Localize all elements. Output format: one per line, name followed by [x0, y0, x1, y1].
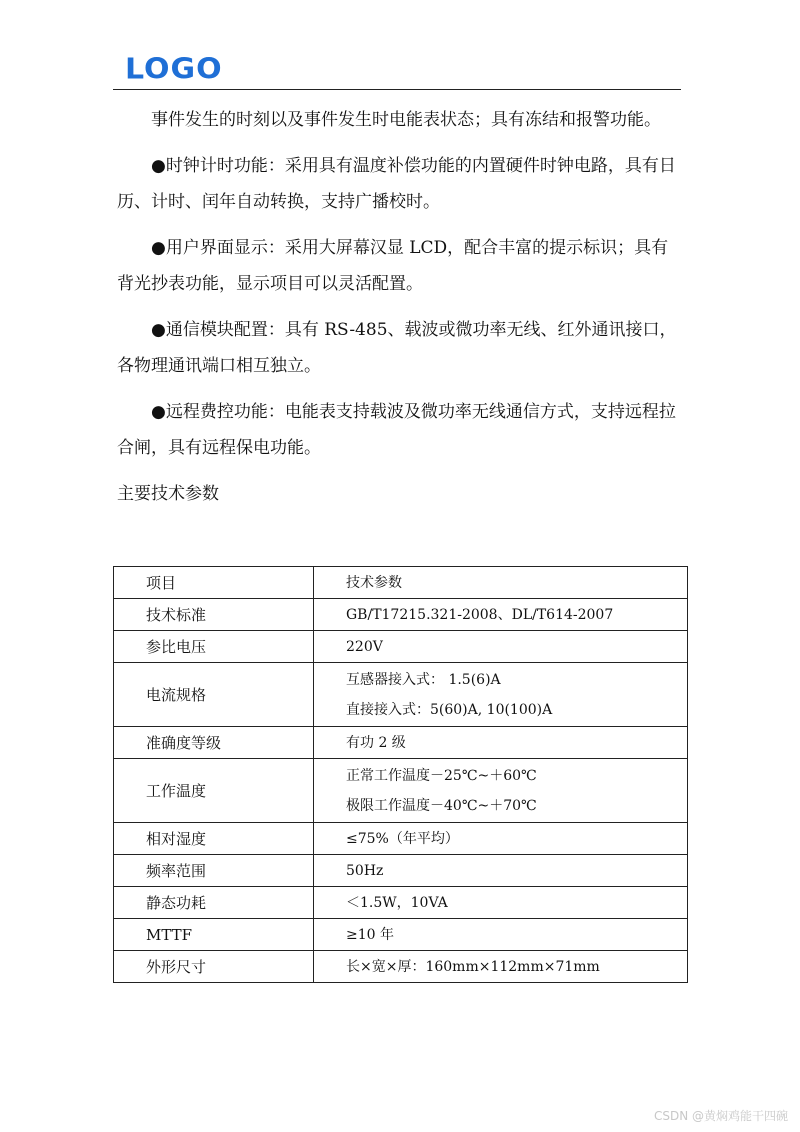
- value-line: 50Hz: [346, 862, 384, 879]
- paragraph-communication: [117, 312, 683, 384]
- table-key: MTTF: [114, 919, 314, 951]
- paragraph-intro: [117, 102, 683, 138]
- value-line: 极限工作温度－40℃~＋70℃: [346, 797, 537, 814]
- value-line: 技术参数: [346, 574, 402, 591]
- bullet-icon: ●: [151, 320, 166, 340]
- table-value: [314, 951, 688, 983]
- header-divider: [113, 89, 681, 90]
- table-row: [114, 823, 688, 855]
- table-row: [114, 759, 688, 823]
- value-line: ＜1.5W，10VA: [346, 894, 448, 911]
- table-value: [314, 759, 688, 823]
- table-key: 技术标准: [114, 599, 314, 631]
- paragraph-remote-control: [117, 394, 683, 466]
- table-row: [114, 727, 688, 759]
- document-body: [117, 102, 683, 512]
- value-line: ≥10 年: [346, 926, 394, 943]
- table-value: [314, 855, 688, 887]
- logo: [125, 54, 223, 86]
- table-value: [314, 599, 688, 631]
- table-value: [314, 727, 688, 759]
- table-key: 相对湿度: [114, 823, 314, 855]
- paragraph-text: 远程费控功能：电能表支持载波及微功率无线通信方式，支持远程拉合闸，具有远程保电功能。: [117, 402, 676, 458]
- paragraph-text: 事件发生的时刻以及事件发生时电能表状态；具有冻结和报警功能。: [151, 110, 661, 130]
- value-line: 正常工作温度－25℃~＋60℃: [346, 767, 537, 784]
- bullet-icon: ●: [151, 238, 166, 258]
- paragraph-clock: [117, 148, 683, 220]
- table-key: 频率范围: [114, 855, 314, 887]
- table-row: [114, 663, 688, 727]
- paragraph-text: 时钟计时功能：采用具有温度补偿功能的内置硬件时钟电路，具有日历、计时、闰年自动转换，支持广播校时。: [117, 156, 676, 212]
- value-line: 互感器接入式： 1.5(6)A: [346, 671, 501, 688]
- bullet-icon: ●: [151, 402, 166, 422]
- logo-text: LOGO: [125, 52, 223, 87]
- table-row: [114, 599, 688, 631]
- value-line: 长×宽×厚：160mm×112mm×71mm: [346, 958, 600, 975]
- section-title: 主要技术参数: [117, 484, 219, 504]
- spec-table: [113, 566, 688, 983]
- watermark: CSDN @黄焖鸡能干四碗: [653, 1109, 788, 1123]
- table-row: [114, 855, 688, 887]
- table-key: 准确度等级: [114, 727, 314, 759]
- table-value: [314, 663, 688, 727]
- table-value: [314, 919, 688, 951]
- table-key: 静态功耗: [114, 887, 314, 919]
- value-line: ≤75%（年平均）: [346, 830, 459, 847]
- table-row: [114, 919, 688, 951]
- value-line: 有功 2 级: [346, 734, 406, 751]
- table-value: [314, 887, 688, 919]
- value-line: 220V: [346, 638, 383, 655]
- table-row: [114, 567, 688, 599]
- table-value: [314, 567, 688, 599]
- table-row: [114, 631, 688, 663]
- value-line: 直接接入式：5(60)A, 10(100)A: [346, 701, 553, 718]
- table-row: [114, 887, 688, 919]
- bullet-icon: ●: [151, 156, 166, 176]
- table-key: 外形尺寸: [114, 951, 314, 983]
- table-row: [114, 951, 688, 983]
- value-line: GB/T17215.321-2008、DL/T614-2007: [346, 606, 614, 623]
- table-value: [314, 823, 688, 855]
- paragraph-text: 用户界面显示：采用大屏幕汉显 LCD，配合丰富的提示标识；具有背光抄表功能，显示项目可以灵活配置。: [117, 238, 669, 294]
- table-key: 电流规格: [114, 663, 314, 727]
- table-value: [314, 631, 688, 663]
- table-key: 项目: [114, 567, 314, 599]
- paragraph-display: [117, 230, 683, 302]
- paragraph-text: 通信模块配置：具有 RS-485、载波或微功率无线、红外通讯接口，各物理通讯端口相互独立。: [117, 320, 677, 376]
- table-key: 参比电压: [114, 631, 314, 663]
- table-key: 工作温度: [114, 759, 314, 823]
